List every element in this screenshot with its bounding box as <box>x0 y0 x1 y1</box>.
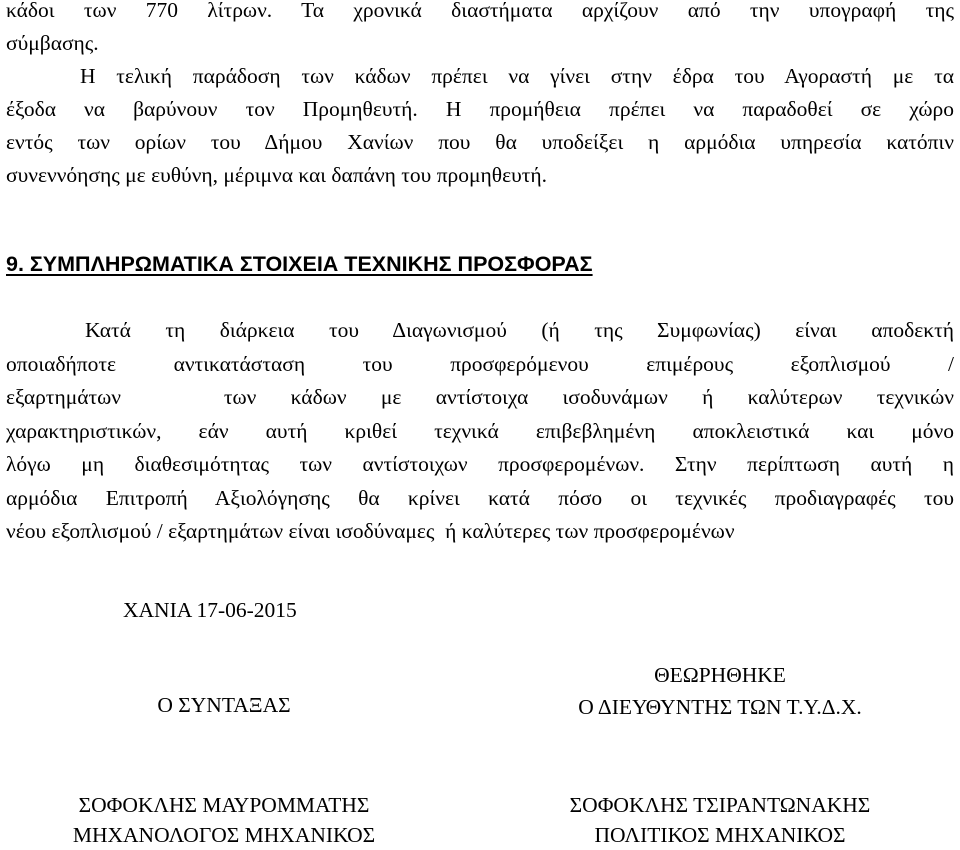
paragraph-line: συνεννόησης με ευθύνη, μέριμνα και δαπάνη του προμηθευτή. <box>6 163 548 187</box>
author-title: ΜΗΧΑΝΟΛΟΓΟΣ ΜΗΧΑΝΙΚΟΣ <box>72 823 376 847</box>
director-name: ΣΟΦΟΚΛΗΣ ΤΣΙΡΑΝΤΩΝΑΚΗΣ <box>569 793 871 817</box>
author-role: Ο ΣΥΝΤΑΞΑΣ <box>157 693 291 717</box>
director-role: Ο ΔΙΕΥΘΥΝΤΗΣ ΤΩΝ Τ.Υ.Δ.Χ. <box>578 695 862 719</box>
paragraph-line: εξαρτημάτων των κάδων με αντίστοιχα ισοδυνάμων ή καλύτερων τεχνικών <box>6 385 954 409</box>
paragraph-line: εντός των ορίων του Δήμου Χανίων που θα υποδείξει η αρμόδια υπηρεσία κατόπιν <box>6 130 954 154</box>
author-name: ΣΟΦΟΚΛΗΣ ΜΑΥΡΟΜΜΑΤΗΣ <box>78 793 370 817</box>
author-signature-block <box>8 790 440 850</box>
paragraph-line: οποιαδήποτε αντικατάσταση του προσφερόμενου επιμέρους εξοπλισμού / <box>6 351 954 376</box>
paragraph-line: νέου εξοπλισμού / εξαρτημάτων είναι ισοδύναμες ή καλύτερες των προσφερομένων <box>6 519 735 543</box>
director-signature-block <box>500 790 940 850</box>
paragraph-line: χαρακτηριστικών, εάν αυτή κριθεί τεχνικά επιβεβλημένη αποκλειστικά και μόνο <box>6 418 954 443</box>
paragraph-line: Κατά τη διάρκεια του Διαγωνισμού (ή της Συμφωνίας) είναι αποδεκτή <box>85 318 954 342</box>
delivery-paragraph <box>6 0 954 192</box>
approval-label: ΘΕΩΡΗΘΗΚΕ <box>654 663 786 687</box>
director-title: ΠΟΛΙΤΙΚΟΣ ΜΗΧΑΝΙΚΟΣ <box>594 823 846 847</box>
technical-offer-paragraph <box>6 314 954 549</box>
paragraph-line: έξοδα να βαρύνουν τον Προμηθευτή. Η προμήθεια πρέπει να παραδοθεί σε χώρο <box>6 97 954 121</box>
paragraph-line: λόγω μη διαθεσιμότητας των αντίστοιχων προσφερομένων. Στην περίπτωση αυτή η <box>6 452 954 476</box>
section-heading: 9. ΣΥΜΠΛΗΡΩΜΑΤΙΚΑ ΣΤΟΙΧΕΙΑ ΤΕΧΝΙΚΗΣ ΠΡΟΣΦΟΡΑΣ <box>6 252 593 276</box>
paragraph-line: σύμβασης. <box>6 31 99 55</box>
paragraph-line: Η τελική παράδοση των κάδων πρέπει να γίνει στην έδρα του Αγοραστή με τα <box>80 64 954 88</box>
paragraph-line: αρμόδια Επιτροπή Αξιολόγησης θα κρίνει κατά πόσο οι τεχνικές προδιαγραφές του <box>6 485 954 510</box>
paragraph-line: κάδοι των 770 λίτρων. Τα χρονικά διαστήματα αρχίζουν από την υπογραφή της <box>6 0 954 22</box>
place-date: ΧΑΝΙΑ 17-06-2015 <box>123 598 297 622</box>
